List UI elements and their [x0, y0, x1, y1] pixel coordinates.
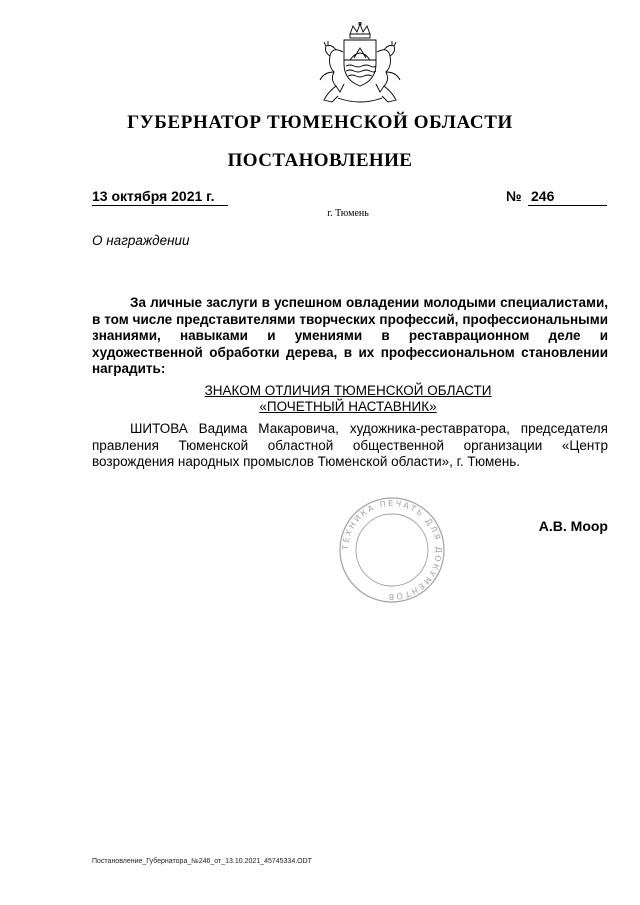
document-subject: О награждении	[92, 233, 190, 248]
document-date: 13 октября 2021 г.	[92, 188, 228, 206]
tyumen-coat-of-arms-icon	[314, 22, 406, 106]
award-line-1: ЗНАКОМ ОТЛИЧИЯ ТЮМЕНСКОЙ ОБЛАСТИ	[204, 383, 492, 398]
seal-text: ТЕХНИКА ПЕЧАТЬ ДЛЯ ДОКУМЕНТОВ	[340, 498, 444, 602]
footer-filename: Постановление_Губернатора_№246_от_13.10.2021_45745334.ODT	[92, 858, 312, 865]
recipient-paragraph: ШИТОВА Вадима Макаровича, художника-реставратора, председателя правления Тюменской областной общественной организации «Центр возрождения народных промыслов Тюменской области», г. Тюмень.	[92, 421, 608, 470]
number-value: 246	[528, 188, 607, 206]
award-title	[0, 383, 640, 415]
award-line-2: «ПОЧЕТНЫЙ НАСТАВНИК»	[259, 399, 437, 414]
government-title: ГУБЕРНАТОР ТЮМЕНСКОЙ ОБЛАСТИ	[127, 112, 513, 133]
official-seal-icon	[336, 494, 448, 606]
document-type-title: ПОСТАНОВЛЕНИЕ	[227, 150, 413, 171]
signatory-name: А.В. Моор	[538, 518, 608, 534]
city-label: г. Тюмень	[327, 208, 369, 219]
number-sign: №	[506, 188, 522, 204]
decree-body-paragraph: За личные заслуги в успешном овладении молодыми специалистами, в том числе представителями творческих профессий, профессиональными знаниями, навыками и умениями в реставрационном деле и художественной обработки дерева, в их профессиональном становлении наградить:	[92, 295, 608, 377]
document-number	[506, 188, 604, 204]
